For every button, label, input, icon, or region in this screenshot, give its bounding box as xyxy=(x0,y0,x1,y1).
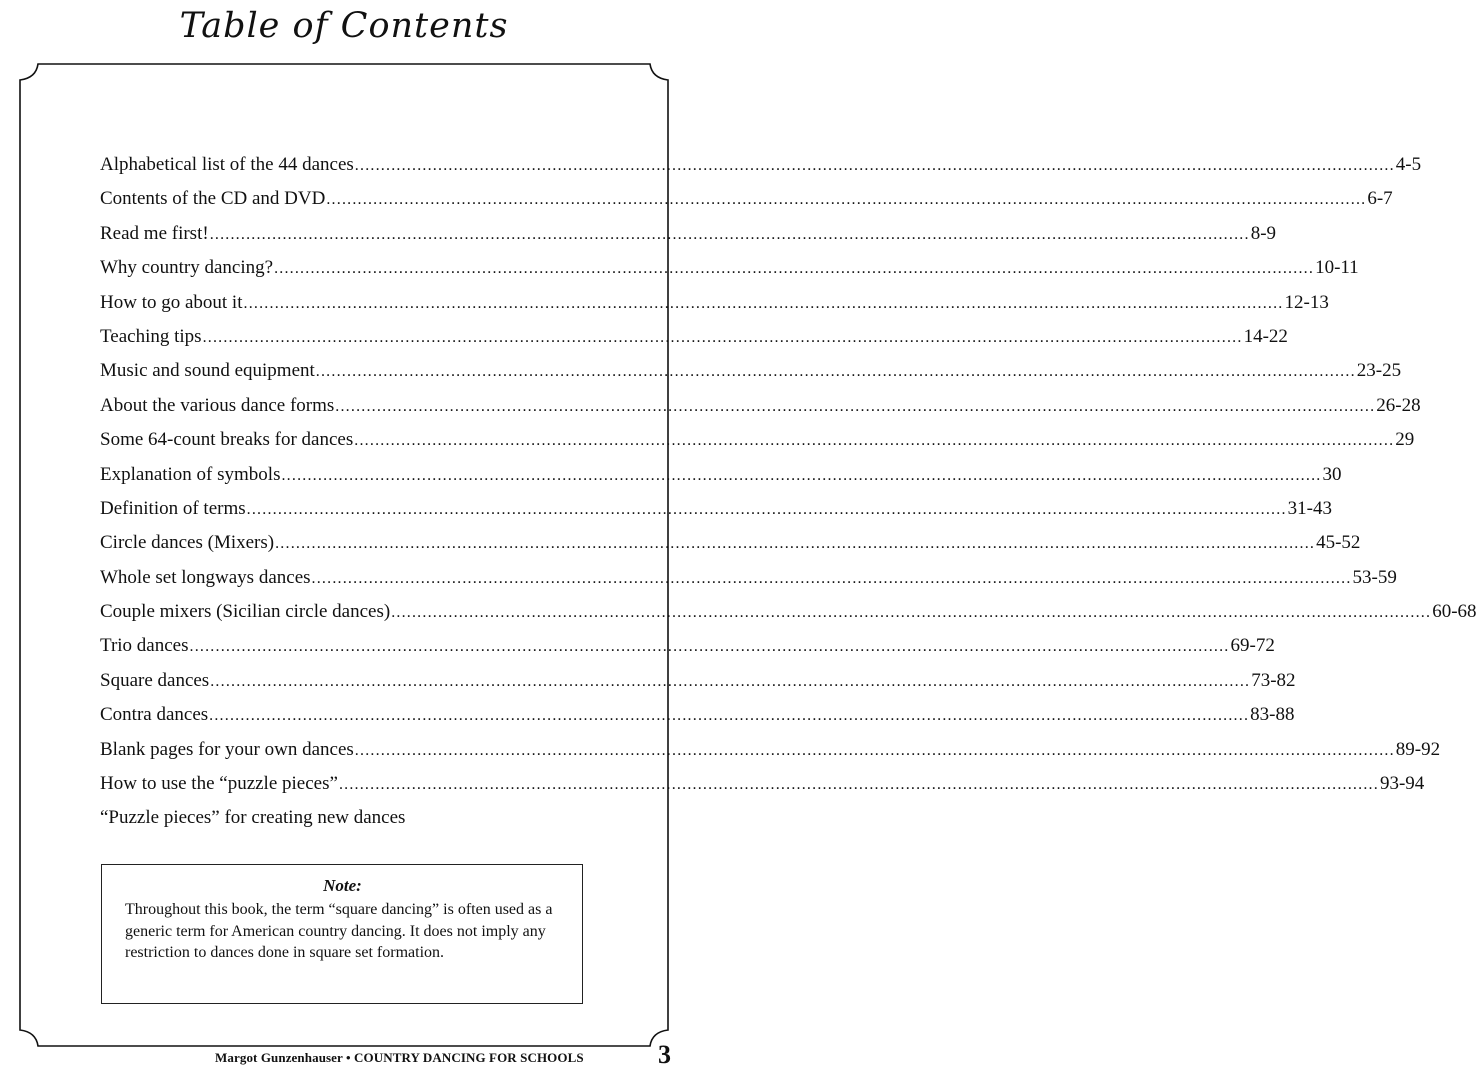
toc-entry-page: 10-11 xyxy=(1315,257,1359,279)
dot-leader: ........................................................................................................................................................................................................ xyxy=(311,569,1352,587)
dot-leader: ........................................................................................................................................................................................................ xyxy=(275,535,1316,553)
toc-entry-page: 83-88 xyxy=(1250,704,1295,726)
dot-leader: ........................................................................................................................................................................................................ xyxy=(210,672,1251,690)
dot-leader: ........................................................................................................................................................................................................ xyxy=(326,191,1367,209)
toc-entry-label: “Puzzle pieces” for creating new dances xyxy=(100,807,406,829)
toc-entry-label: Why country dancing? xyxy=(100,257,274,279)
page-title: Table of Contents xyxy=(179,6,509,46)
table-of-contents xyxy=(100,148,1477,836)
note-box xyxy=(101,864,583,1004)
toc-entry-page: 60-68 xyxy=(1432,601,1477,623)
toc-entry-label: Explanation of symbols xyxy=(100,463,281,485)
toc-entry-page: 31-43 xyxy=(1287,497,1332,519)
toc-entry-label: Music and sound equipment xyxy=(100,360,315,382)
toc-entry xyxy=(100,458,1342,492)
toc-entry-label: Couple mixers (Sicilian circle dances) xyxy=(100,601,391,623)
toc-entry xyxy=(100,733,1441,767)
toc-entry-label: Whole set longways dances xyxy=(100,566,311,588)
toc-entry-label: Circle dances (Mixers) xyxy=(100,532,275,554)
toc-entry-page: 26-28 xyxy=(1376,394,1421,416)
toc-entry-page: 6-7 xyxy=(1367,188,1393,210)
dot-leader: ........................................................................................................................................................................................................ xyxy=(354,432,1395,450)
toc-entry-label: Square dances xyxy=(100,669,210,691)
toc-entry xyxy=(100,423,1415,457)
toc-entry-page: 69-72 xyxy=(1230,635,1275,657)
dot-leader: ........................................................................................................................................................................................................ xyxy=(202,328,1243,346)
toc-entry-page: 73-82 xyxy=(1251,669,1296,691)
toc-entry-label: Blank pages for your own dances xyxy=(100,738,354,760)
toc-entry xyxy=(100,526,1361,560)
page-number: 3 xyxy=(658,1040,671,1069)
toc-entry-label: Read me first! xyxy=(100,222,209,244)
toc-entry xyxy=(100,182,1393,216)
toc-entry-page: 89-92 xyxy=(1395,738,1441,760)
dot-leader: ........................................................................................................................................................................................................ xyxy=(335,397,1376,415)
toc-entry-page: 93-94 xyxy=(1379,773,1425,795)
toc-entry-label: Contra dances xyxy=(100,704,209,726)
toc-entry-label: Definition of terms xyxy=(100,497,246,519)
toc-entry-label: Teaching tips xyxy=(100,325,202,347)
toc-entry xyxy=(100,148,1422,182)
toc-entry-page: 4-5 xyxy=(1395,154,1422,175)
toc-entry xyxy=(100,561,1397,595)
dot-leader: ........................................................................................................................................................................................................ xyxy=(209,225,1250,243)
toc-entry-page: 23-25 xyxy=(1356,360,1402,382)
toc-entry xyxy=(100,629,1275,663)
dot-leader: ........................................................................................................................................................................................................ xyxy=(391,604,1432,622)
dot-leader: ........................................................................................................................................................................................................ xyxy=(209,707,1250,725)
dot-leader: ........................................................................................................................................................................................................ xyxy=(246,500,1287,518)
dot-leader: ........................................................................................................................................................................................................ xyxy=(189,638,1230,656)
toc-entry-page: 8-9 xyxy=(1250,222,1277,244)
toc-entry-label: How to use the “puzzle pieces” xyxy=(100,773,338,795)
toc-entry-label: How to go about it xyxy=(100,291,243,313)
toc-entry xyxy=(100,664,1296,698)
toc-entry-page: 14-22 xyxy=(1243,325,1288,347)
toc-entry xyxy=(100,767,1425,801)
toc-entry xyxy=(100,698,1295,732)
toc-entry xyxy=(100,217,1277,251)
toc-entry-label: Trio dances xyxy=(100,635,189,657)
toc-entry-label: About the various dance forms xyxy=(100,394,335,416)
dot-leader: ........................................................................................................................................................................................................ xyxy=(338,776,1379,794)
toc-entry xyxy=(100,801,584,835)
toc-entry xyxy=(100,251,1359,285)
toc-entry-page: 29 xyxy=(1395,429,1415,451)
toc-entry xyxy=(100,320,1288,354)
toc-entry xyxy=(100,492,1332,526)
note-body: Throughout this book, the term “square dancing” is often used as a generic term for American country dancing. It does not imply any restriction to dances done in square set formation. xyxy=(125,901,553,961)
toc-entry-label: Contents of the CD and DVD xyxy=(100,188,326,210)
dot-leader: ........................................................................................................................................................................................................ xyxy=(354,157,1395,174)
toc-entry xyxy=(100,389,1421,423)
toc-entry-page: 30 xyxy=(1322,463,1342,485)
dot-leader: ........................................................................................................................................................................................................ xyxy=(274,260,1315,278)
dot-leader: ........................................................................................................................................................................................................ xyxy=(243,294,1284,312)
footer-credit: Margot Gunzenhauser • COUNTRY DANCING FOR SCHOOLS xyxy=(215,1050,584,1065)
toc-entry-page: 45-52 xyxy=(1316,532,1361,554)
toc-entry xyxy=(100,286,1329,320)
dot-leader: ........................................................................................................................................................................................................ xyxy=(354,741,1395,759)
toc-entry-page: 53-59 xyxy=(1352,566,1397,588)
note-title: Note: xyxy=(323,876,362,895)
dot-leader: ........................................................................................................................................................................................................ xyxy=(281,466,1322,484)
dot-leader: ........................................................................................................................................................................................................ xyxy=(315,363,1356,381)
toc-entry-label: Alphabetical list of the 44 dances xyxy=(100,154,354,175)
toc-entry xyxy=(100,595,1477,629)
toc-entry-label: Some 64-count breaks for dances xyxy=(100,429,354,451)
toc-entry xyxy=(100,354,1402,388)
toc-entry-page: 12-13 xyxy=(1284,291,1329,313)
